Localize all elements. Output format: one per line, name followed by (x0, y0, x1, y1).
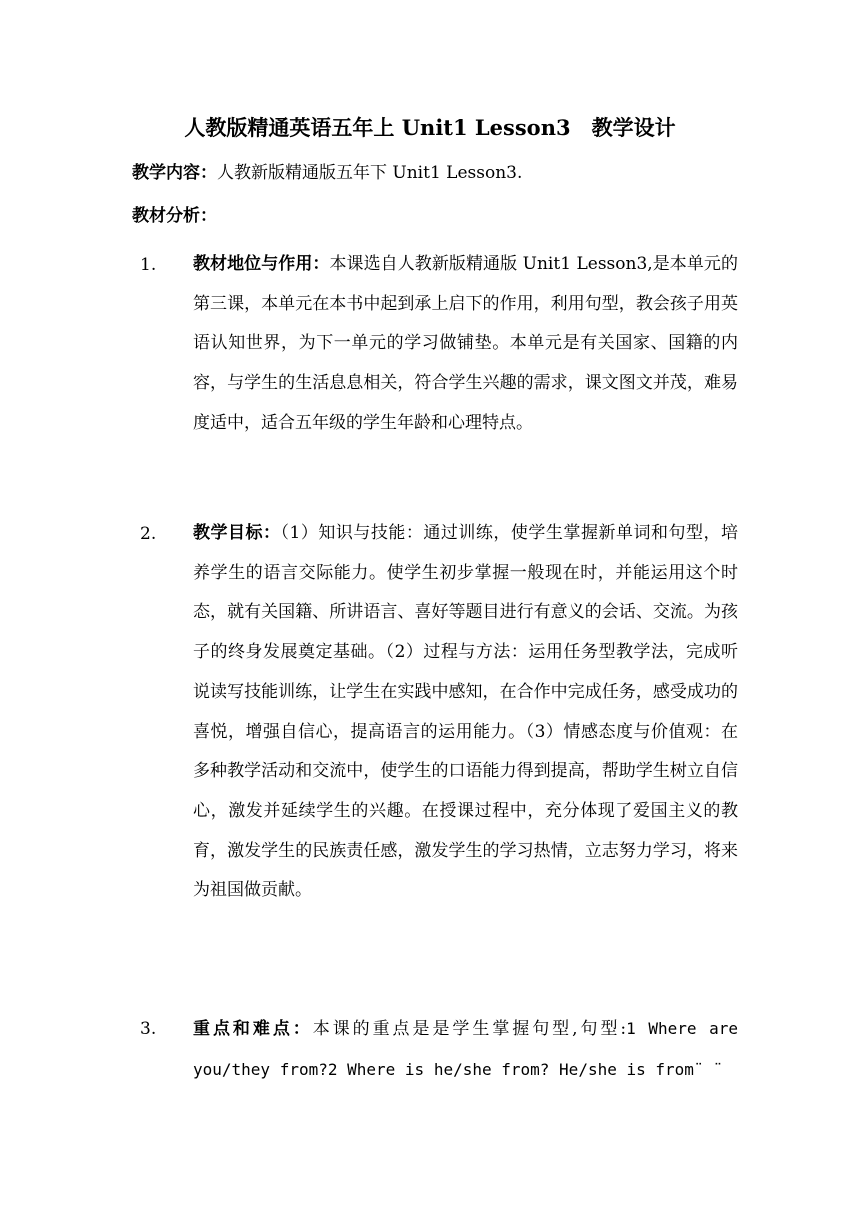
list-item-label: 重点和难点： (193, 1019, 313, 1039)
list-item-text: 本课的重点是是学生掌握句型,句型: (312, 1019, 627, 1039)
list-item-body (193, 1009, 738, 1090)
content-line (132, 158, 522, 188)
list-item-body (193, 514, 738, 911)
list-item-number: 2. (140, 524, 157, 544)
list-item-sentence-patterns: 1 Where are you/they from?2 Where is he/she from? He/she is from¨ ¨ (193, 1019, 739, 1079)
list-item-number: 3. (140, 1019, 157, 1039)
content-text: 人教新版精通版五年下 Unit1 Lesson3. (217, 163, 523, 183)
list-item-label: 教材地位与作用： (193, 254, 330, 274)
document-title: 人教版精通英语五年上 Unit1 Lesson3 教学设计 (184, 115, 676, 140)
analysis-heading: 教材分析： (132, 206, 217, 226)
list-item-label: 教学目标： (193, 523, 281, 543)
list-item-text: （1）知识与技能：通过训练，使学生掌握新单词和句型，培养学生的语言交际能力。使学生初步掌握一般现在时，并能运用这个时态，就有关国籍、所讲语言、喜好等题目进行有意义的会话、交流。为孩子的终身发展奠定基础。（2）过程与方法：运用任务型教学法，完成听说读写技能训练，让学生在实践中感知，在合作中完成任务，感受成功的喜悦，增强自信心，提高语言的运用能力。（3）情感态度与价值观：在多种教学活动和交流中，使学生的口语能力得到提高，帮助学生树立自信心，激发并延续学生的兴趣。在授课过程中，充分体现了爱国主义的教育，激发学生的民族责任感，激发学生的学习热情，立志努力学习，将来为祖国做贡献。 (193, 523, 738, 901)
list-item-body (193, 245, 738, 444)
list-item-text: 本课选自人教新版精通版 Unit1 Lesson3,是本单元的第三课，本单元在本书中起到承上启下的作用，利用句型，教会孩子用英语认知世界，为下一单元的学习做铺垫。本单元是有关国家、国籍的内容，与学生的生活息息相关，符合学生兴趣的需求，课文图文并茂，难易度适中，适合五年级的学生年龄和心理特点。 (193, 254, 738, 433)
content-label: 教学内容： (132, 163, 217, 183)
list-item-number: 1. (140, 255, 157, 275)
